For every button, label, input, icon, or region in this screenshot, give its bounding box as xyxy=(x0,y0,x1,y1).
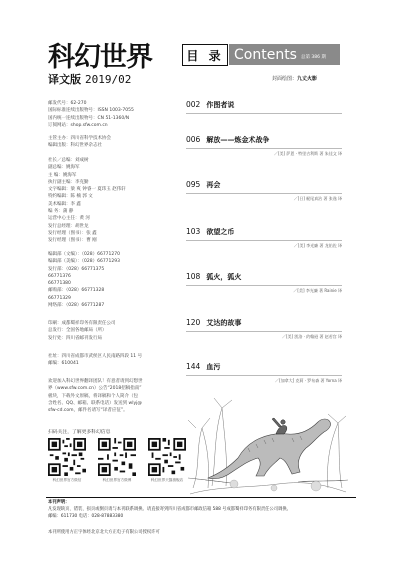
entry-page: 006 xyxy=(186,135,201,144)
entry-credit: ／[日] 梶尾真治 著 张逸 译 xyxy=(293,196,342,201)
weibo-qr-code[interactable] xyxy=(98,438,136,476)
footer-divider xyxy=(46,497,356,498)
cover-credit-label: 封面绘图： xyxy=(272,76,298,82)
info-line: sfw-cd.com，邮件名请写“译者应征”。 xyxy=(48,408,128,414)
info-line: 发行处：四川省邮刊发行局 xyxy=(48,335,102,341)
tmall-qr-code[interactable] xyxy=(148,438,186,476)
magazine-logo: 科幻世界 xyxy=(48,42,152,73)
info-line: 发行部：（028）66771375 xyxy=(48,266,105,272)
info-line: 文字编辑：梁 爽 钟睿一 夏玮玉 赵伟轩 xyxy=(48,187,126,193)
address-block xyxy=(48,353,142,368)
entry-title: 解放——炼金术战争 xyxy=(206,136,270,144)
entry-title: 血污 xyxy=(206,363,221,371)
publisher-block xyxy=(48,135,111,150)
entry-title: 再会 xyxy=(206,181,221,189)
info-line: 邮发代号：62-270 xyxy=(48,101,87,106)
footer-font-license: 本刊所使用方正字体经北京北大方正电子有限公司授权许可 xyxy=(48,530,160,535)
entry-title: 欲望之币 xyxy=(206,228,235,236)
dinosaur-sketch-image xyxy=(188,388,348,496)
info-line: 邮购部：（028）66771328 xyxy=(48,288,105,294)
toc-entry[interactable] xyxy=(186,180,342,210)
info-line: 发行总经理：胡世龙 xyxy=(48,223,89,229)
info-line: 订阅网站：shop.sfw.com.cn xyxy=(48,122,108,128)
entry-page: 095 xyxy=(186,180,201,189)
info-line: 主 编：姚海军 xyxy=(48,172,77,178)
info-line: 欢迎加入科幻世界翻译团队！有意者请到幻想世 xyxy=(48,379,143,384)
entry-credit: ／[美] 李光廉 著 Rainie 译 xyxy=(293,288,342,293)
entry-divider xyxy=(186,148,342,149)
entry-divider xyxy=(186,113,342,114)
staff-block xyxy=(48,157,126,245)
entry-divider xyxy=(186,285,342,286)
translator-call-block xyxy=(48,378,143,414)
info-line: 66771380 xyxy=(48,281,71,287)
wechat-qr-code[interactable] xyxy=(48,438,86,476)
entry-title: 狐火，狐火 xyxy=(206,273,242,281)
qr-code-image xyxy=(148,438,186,476)
qr-caption: 科幻世界官方微信 xyxy=(52,478,82,482)
info-line: 副总编：姚海军 xyxy=(48,165,80,171)
info-line: 主管主办：四川省科学技术协会 xyxy=(48,136,111,141)
info-line: 编 务：蒲 静 xyxy=(48,209,74,215)
info-line: 美术编辑：李 鑫 xyxy=(48,201,81,207)
info-line: 国际标准连续出版物号：ISSN 1003-7055 xyxy=(48,108,134,114)
info-line: 板块，下载外文原稿，将译稿和个人简介（包 xyxy=(48,393,138,399)
entry-page: 120 xyxy=(186,318,201,327)
qr-caption: 科幻世界官方微博 xyxy=(102,478,132,482)
edition-label: 译文版 xyxy=(48,73,81,86)
entry-credit: ／[美] 李光廉 著 龙佑佐 译 xyxy=(293,243,342,248)
entry-page: 002 xyxy=(186,100,201,109)
info-line: 社长／总编：刘成树 xyxy=(48,158,89,163)
toc-entry[interactable] xyxy=(186,135,342,165)
edition-row xyxy=(48,72,168,86)
contents-banner xyxy=(229,44,340,65)
issue-number: 2019/02 xyxy=(85,72,132,86)
info-line: 界（www.sfw.com.cn）公告“2018招稿指南” xyxy=(48,386,142,392)
footer-heading: 本刊声明： xyxy=(48,500,70,505)
qr-code-image xyxy=(48,438,86,476)
toc-heading: 目 录 xyxy=(182,44,228,66)
info-line: 印刷：成都蜀祥印务有限责任公司 xyxy=(48,321,116,326)
info-line: 含姓名、QQ、邮箱、联系电话）发送到 wlyj@ xyxy=(48,400,142,406)
info-line: 总发行：全国各地邮局（所） xyxy=(48,328,107,334)
cover-artist: 九丈火影 xyxy=(297,76,318,82)
entry-title: 作图者说 xyxy=(206,101,235,109)
issue-total: 总第 386 期 xyxy=(300,54,326,60)
qr-code-image xyxy=(98,438,136,476)
info-line: 发行经理（图书）：张 鑫 xyxy=(48,230,97,236)
info-line: 66771329 xyxy=(48,295,71,301)
toc-entry[interactable] xyxy=(186,318,342,348)
entry-credit: ／[美] 萨恩 · 特里吉利斯 著 朱佳文 译 xyxy=(273,151,342,156)
entry-divider xyxy=(186,331,342,332)
info-line: 社址：四川省成都市武侯区人民南路四段 11 号 xyxy=(48,354,143,359)
entry-page: 103 xyxy=(186,227,201,236)
info-line: 执行副主编：李克勤 xyxy=(48,179,89,185)
info-line: 运营中心主任：黄 河 xyxy=(48,216,90,222)
entry-page: 108 xyxy=(186,272,201,281)
footer-notice: 凡发现缺页、错装、损页或倒页请与本刊联系调换。请直接寄到四川省成都市邮政信箱 588 号成都蜀祥印务有限责任公司调换。 xyxy=(48,507,291,512)
entry-credit: ／[美] 凯洛 · 约翰逊 著 赵若宫 译 xyxy=(281,334,342,339)
qr-label: 扫码关注，了解更多科幻信息 xyxy=(48,430,111,435)
info-line: 编辑部（美编）：（028）66771293 xyxy=(48,259,120,265)
entry-divider xyxy=(186,193,342,194)
entry-page: 144 xyxy=(186,362,201,371)
toc-entry[interactable] xyxy=(186,100,342,114)
info-line: 网络部：（028）66771287 xyxy=(48,303,105,309)
toc-entry[interactable] xyxy=(186,272,342,302)
entry-divider xyxy=(186,240,342,241)
info-line: 国内统一连续出版物号：CN 51-1360/N xyxy=(48,115,130,121)
info-line: 编辑部（文编）：（028）66771270 xyxy=(48,252,120,257)
info-line: 发行经理（图书）：曹 刚 xyxy=(48,238,97,244)
entry-title: 艾达的故事 xyxy=(206,319,242,327)
info-line: 特约编辑：陈 楠 郭 文 xyxy=(48,194,93,200)
cover-credit xyxy=(272,75,317,82)
story-illustration xyxy=(188,388,348,496)
footer-contact: 邮编：611730 电话：028-87883380 xyxy=(48,514,124,519)
toc-entry[interactable] xyxy=(186,227,342,257)
contents-title: Contents xyxy=(234,46,297,63)
entry-divider xyxy=(186,375,342,376)
entry-credit: ／[加拿大] 克莉 · 罗布森 著 Yorna 译 xyxy=(275,378,342,383)
info-line: 66771376 xyxy=(48,273,71,279)
info-line: 编辑出版：科幻世界杂志社 xyxy=(48,143,102,149)
publication-codes xyxy=(48,100,134,129)
phone-block xyxy=(48,251,120,309)
info-line: 邮编：610041 xyxy=(48,361,79,367)
printing-block xyxy=(48,320,116,342)
qr-caption: 科幻世界天猫旗舰店 xyxy=(150,478,184,482)
